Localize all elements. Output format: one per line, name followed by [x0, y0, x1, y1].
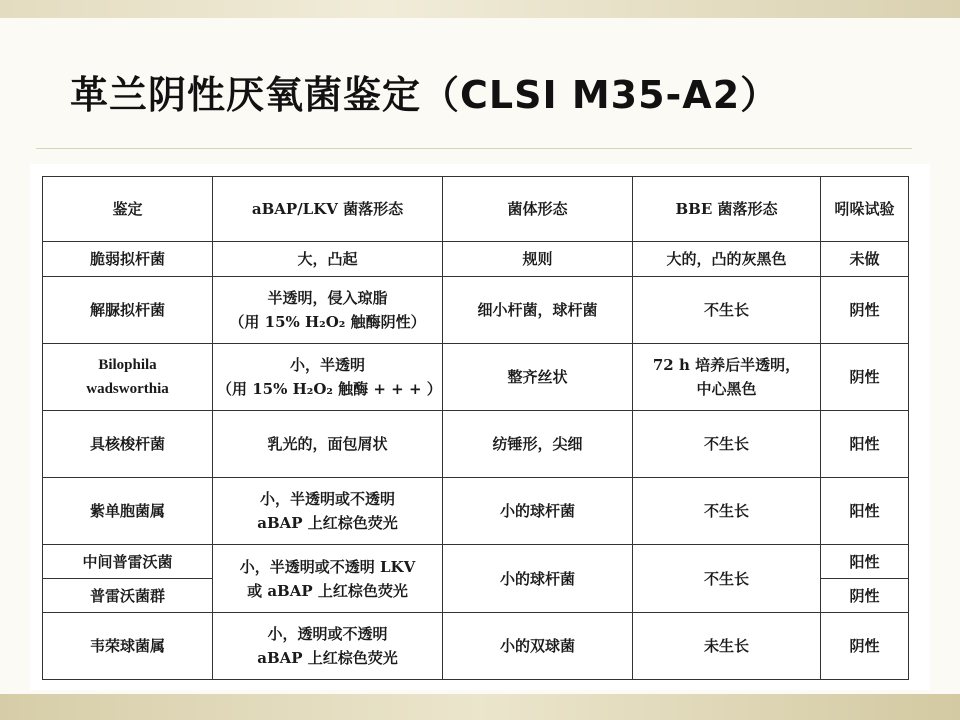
cell-colony	[213, 242, 443, 277]
cell-line: 规则	[522, 250, 553, 268]
title-divider	[36, 148, 912, 149]
cell-identification	[43, 478, 213, 545]
cell-colony	[213, 411, 443, 478]
cell-identification	[43, 411, 213, 478]
cell-colony	[213, 613, 443, 680]
cell-line: 不生长	[703, 301, 749, 319]
cell-colony	[213, 344, 443, 411]
cell-bbe	[633, 411, 821, 478]
cell-line: 具核梭杆菌	[89, 435, 165, 453]
cell-line: 小，半透明或不透明 LKV	[239, 557, 416, 576]
identification-table	[42, 176, 909, 680]
cell-line: Bilophila	[98, 357, 157, 373]
cell-bbe	[633, 478, 821, 545]
cell-line: aBAP 上红棕色荧光	[257, 649, 398, 667]
cell-line: 脆弱拟杆菌	[89, 250, 165, 268]
cell-line: 纺锤形，尖细	[492, 435, 583, 453]
cell-indole: 阳性	[821, 478, 909, 545]
cell-bbe	[633, 277, 821, 344]
cell-bbe	[633, 344, 821, 411]
cell-line: wadsworthia	[86, 381, 169, 397]
cell-indole: 阴性	[821, 344, 909, 411]
cell-cell-morphology: 小的球杆菌	[443, 545, 633, 613]
cell-line: aBAP 上红棕色荧光	[257, 514, 398, 532]
cell-cell-morphology	[443, 242, 633, 277]
table-header-row	[43, 177, 909, 242]
cell-line: 细小杆菌，球杆菌	[477, 301, 598, 319]
table-row	[43, 344, 909, 411]
cell-line: 或 aBAP 上红棕色荧光	[247, 581, 408, 600]
cell-line: 大，凸起	[297, 250, 358, 268]
table-row	[43, 242, 909, 277]
cell-line: 大的，凸的灰黑色	[666, 250, 787, 268]
cell-line: （用 15% H₂O₂ 触酶 + + + ）	[217, 380, 442, 398]
table-row	[43, 277, 909, 344]
cell-colony	[213, 277, 443, 344]
cell-line: （用 15% H₂O₂ 触酶阴性）	[229, 313, 426, 331]
cell-indole: 阳性	[821, 545, 909, 579]
cell-colony	[213, 478, 443, 545]
cell-line: 半透明，侵入琼脂	[267, 289, 388, 307]
cell-indole: 未做	[821, 242, 909, 277]
cell-identification: 普雷沃菌群	[43, 579, 213, 613]
cell-line: 紫单胞菌属	[89, 502, 165, 520]
cell-line: 乳光的，面包屑状	[267, 435, 388, 453]
table-row	[43, 411, 909, 478]
cell-cell-morphology	[443, 478, 633, 545]
cell-indole: 阴性	[821, 613, 909, 680]
cell-cell-morphology	[443, 344, 633, 411]
cell-bbe: 未生长	[633, 613, 821, 680]
header-identification: 鉴定	[43, 177, 213, 242]
cell-indole: 阴性	[821, 579, 909, 613]
slide-title: 革兰阴性厌氧菌鉴定（CLSI M35-A2）	[70, 73, 780, 117]
bottom-decor-band	[0, 694, 960, 720]
cell-colony	[213, 545, 443, 613]
header-colony-abap-lkv: aBAP/LKV 菌落形态	[213, 177, 443, 242]
cell-line: 小，透明或不透明	[267, 625, 388, 643]
cell-line: 整齐丝状	[507, 368, 568, 386]
cell-line: 中心黑色	[696, 380, 757, 398]
top-decor-band	[0, 0, 960, 18]
cell-indole: 阴性	[821, 277, 909, 344]
cell-identification	[43, 344, 213, 411]
cell-line: 不生长	[703, 435, 749, 453]
header-cell-morphology: 菌体形态	[443, 177, 633, 242]
cell-bbe: 不生长	[633, 545, 821, 613]
table-panel	[30, 164, 930, 690]
header-colony-bbe: BBE 菌落形态	[633, 177, 821, 242]
table-row	[43, 613, 909, 680]
table-row	[43, 478, 909, 545]
cell-line: 小，半透明或不透明	[259, 490, 395, 508]
cell-identification: 韦荣球菌属	[43, 613, 213, 680]
cell-cell-morphology: 小的双球菌	[443, 613, 633, 680]
cell-identification: 中间普雷沃菌	[43, 545, 213, 579]
cell-line: 不生长	[703, 502, 749, 520]
cell-cell-morphology	[443, 411, 633, 478]
cell-line: 72 h 培养后半透明，	[652, 356, 801, 374]
cell-identification	[43, 242, 213, 277]
cell-identification	[43, 277, 213, 344]
cell-line: 小的球杆菌	[499, 502, 575, 520]
cell-line: 小，半透明	[289, 356, 365, 374]
header-indole-test: 吲哚试验	[821, 177, 909, 242]
cell-cell-morphology	[443, 277, 633, 344]
table-row	[43, 545, 909, 579]
cell-bbe	[633, 242, 821, 277]
cell-line: 解脲拟杆菌	[89, 301, 165, 319]
cell-indole: 阳性	[821, 411, 909, 478]
